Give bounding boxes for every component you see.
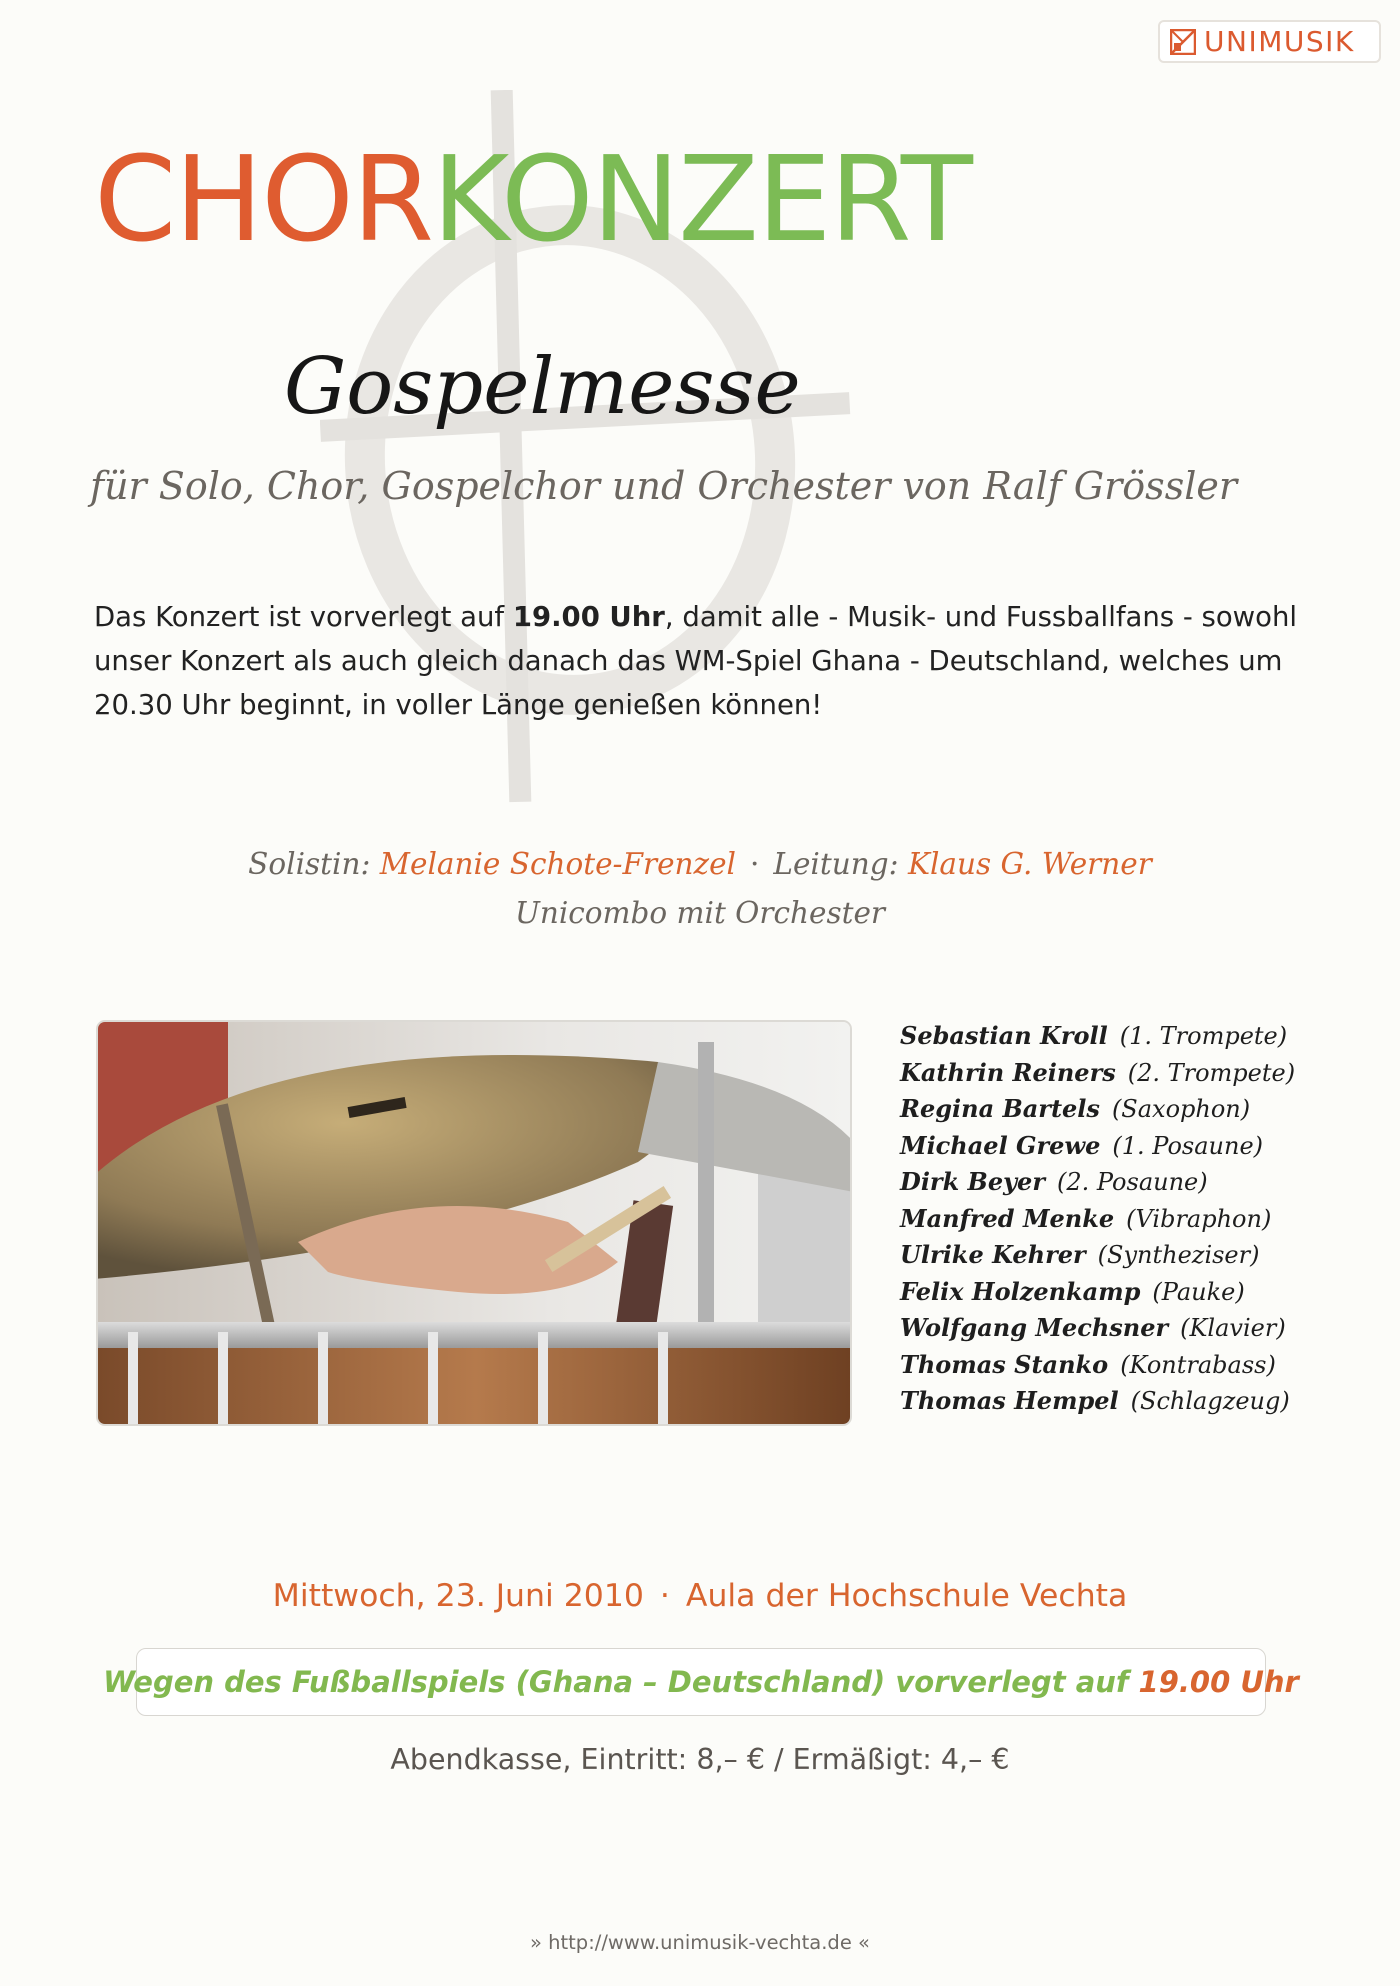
musician-item	[900, 1055, 1295, 1092]
page-title	[94, 130, 971, 268]
musician-instrument: (Saxophon)	[1111, 1095, 1251, 1123]
musician-item	[900, 1201, 1295, 1238]
unimusik-logo-icon	[1170, 29, 1196, 55]
intro-text-after: , damit alle - Musik- und Fussballfans - sowohl unser Konzert als auch gleich danach das WM-Spiel Ghana - Deutschland, welches um 20.30 Uhr beginnt, in voller Länge genießen können!	[94, 601, 1298, 721]
drummer-photo-illustration	[98, 1022, 852, 1426]
notice-time: 19.00 Uhr	[1138, 1665, 1299, 1699]
title-part-chor: CHOR	[94, 130, 432, 268]
musician-name: Felix Holzenkamp	[900, 1276, 1141, 1306]
musician-name: Ulrike Kehrer	[900, 1240, 1086, 1269]
event-separator: ·	[659, 1578, 670, 1614]
musician-item	[900, 1018, 1295, 1055]
credits-line	[0, 847, 1400, 881]
musician-name: Thomas Hempel	[900, 1386, 1119, 1415]
musician-item	[900, 1347, 1295, 1384]
work-title: Gospelmesse	[284, 342, 801, 432]
website-link[interactable]: » http://www.unimusik-vechta.de «	[530, 1931, 870, 1954]
musician-item	[900, 1128, 1295, 1165]
musician-instrument: (Pauke)	[1152, 1277, 1245, 1306]
notice-text: Wegen des Fußballspiels (Ghana – Deutschland) vorverlegt auf	[103, 1665, 1129, 1699]
ensemble-line: Unicombo mit Orchester	[514, 896, 886, 930]
musician-name: Regina Bartels	[900, 1094, 1100, 1123]
lead-name: Klaus G. Werner	[907, 847, 1152, 881]
musician-name: Michael Grewe	[900, 1130, 1101, 1160]
musician-instrument: (1. Trompete)	[1119, 1022, 1288, 1050]
musician-instrument: (Schlagzeug)	[1130, 1387, 1290, 1415]
musician-name: Thomas Stanko	[900, 1349, 1109, 1379]
musician-item	[900, 1164, 1295, 1201]
drummer-photo	[96, 1020, 852, 1426]
logo-text: UNIMUSIK	[1204, 25, 1355, 58]
musician-name: Dirk Beyer	[900, 1167, 1045, 1196]
musician-instrument: (2. Trompete)	[1127, 1058, 1296, 1087]
title-part-konzert: KONZERT	[432, 130, 971, 268]
event-info	[0, 1578, 1400, 1614]
musician-item	[900, 1383, 1295, 1420]
soloist-name: Melanie Schote-Frenzel	[379, 847, 736, 881]
musician-instrument: (2. Posaune)	[1056, 1168, 1208, 1196]
musician-name: Sebastian Kroll	[900, 1021, 1108, 1050]
musician-item	[900, 1237, 1295, 1274]
intro-text-before: Das Konzert ist vorverlegt auf	[94, 601, 513, 633]
work-subtitle: für Solo, Chor, Gospelchor und Orchester von Ralf Grössler	[90, 464, 1237, 508]
lead-label: Leitung:	[773, 847, 899, 881]
musician-name: Wolfgang Mechsner	[900, 1313, 1169, 1342]
musician-item	[900, 1274, 1295, 1311]
musician-name: Kathrin Reiners	[900, 1057, 1116, 1087]
event-date: Mittwoch, 23. Juni 2010	[272, 1578, 644, 1614]
event-venue: Aula der Hochschule Vechta	[685, 1578, 1128, 1614]
credits-separator: ·	[749, 847, 760, 881]
musician-instrument: (Kontrabass)	[1120, 1350, 1276, 1379]
soloist-label: Solistin:	[248, 847, 371, 881]
ticket-prices: Abendkasse, Eintritt: 8,– € / Ermäßigt: 4,– €	[390, 1743, 1010, 1776]
intro-time: 19.00 Uhr	[512, 601, 665, 633]
musician-instrument: (Klavier)	[1180, 1314, 1286, 1342]
intro-paragraph	[94, 595, 1314, 727]
musician-instrument: (Vibraphon)	[1126, 1204, 1272, 1233]
unimusik-logo[interactable]	[1158, 20, 1381, 63]
musician-item	[900, 1310, 1295, 1347]
musician-item	[900, 1091, 1295, 1128]
musician-name: Manfred Menke	[900, 1203, 1115, 1233]
musician-instrument: (Syntheziser)	[1097, 1241, 1260, 1269]
musician-instrument: (1. Posaune)	[1112, 1131, 1264, 1160]
reschedule-notice	[103, 1648, 1299, 1716]
musician-list	[900, 1018, 1295, 1420]
